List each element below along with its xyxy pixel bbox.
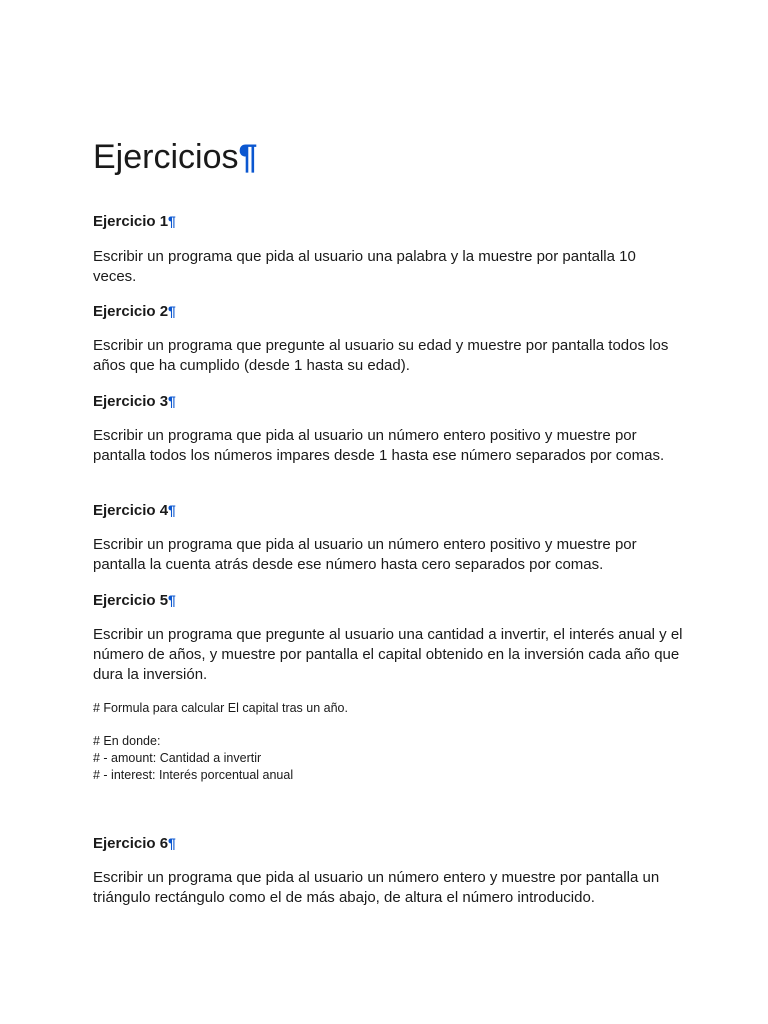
exercise-3-anchor-link[interactable]: ¶ — [168, 393, 176, 409]
exercise-1-heading-text: Ejercicio 1 — [93, 213, 169, 230]
exercise-3-heading-text: Ejercicio 3 — [93, 393, 169, 410]
exercise-6-heading — [93, 833, 176, 854]
exercise-2-anchor-link[interactable]: ¶ — [168, 303, 176, 319]
exercise-2-heading — [93, 301, 176, 322]
exercise-3-heading — [93, 391, 176, 412]
exercise-5-anchor-link[interactable]: ¶ — [168, 592, 176, 608]
title-anchor-link[interactable]: ¶ — [238, 138, 258, 176]
exercise-5-heading — [93, 590, 176, 611]
exercise-6-heading-text: Ejercicio 6 — [93, 835, 169, 852]
page-title — [93, 137, 257, 177]
exercise-6-anchor-link[interactable]: ¶ — [168, 835, 176, 851]
code-comment-line: # Formula para calcular El capital tras un año. — [93, 701, 348, 715]
exercise-5-text: Escribir un programa que pregunte al usuario una cantidad a invertir, el interés anual y el número de años, y muestre por pantalla el capital obtenido en la inversión cada año que dura la inversión. — [93, 626, 683, 683]
exercise-1-anchor-link[interactable]: ¶ — [168, 213, 176, 229]
exercise-4-text: Escribir un programa que pida al usuario un número entero positivo y muestre por pantalla la cuenta atrás desde ese número hasta cero separados por comas. — [93, 536, 637, 573]
exercise-2-heading-text: Ejercicio 2 — [93, 303, 169, 320]
exercise-4-heading-text: Ejercicio 4 — [93, 502, 169, 519]
exercise-1-heading — [93, 211, 176, 232]
code-comment-line: # - amount: Cantidad a invertir — [93, 751, 262, 765]
exercise-1-text: Escribir un programa que pida al usuario una palabra y la muestre por pantalla 10 veces. — [93, 248, 636, 285]
exercise-6-text: Escribir un programa que pida al usuario un número entero y muestre por pantalla un triángulo rectángulo como el de más abajo, de altura el número introducido. — [93, 869, 660, 906]
exercise-3-text: Escribir un programa que pida al usuario un número entero positivo y muestre por pantalla todos los números impares desde 1 hasta ese número separados por comas. — [93, 427, 665, 464]
page-title-text: Ejercicios — [93, 138, 239, 176]
exercise-2-text: Escribir un programa que pregunte al usuario su edad y muestre por pantalla todos los años que ha cumplido (desde 1 hasta su edad). — [93, 337, 669, 374]
code-comment-line: # - interest: Interés porcentual anual — [93, 768, 294, 782]
exercise-4-heading — [93, 500, 176, 521]
exercise-5-heading-text: Ejercicio 5 — [93, 592, 169, 609]
exercise-4-anchor-link[interactable]: ¶ — [168, 502, 176, 518]
code-comment-line: # En donde: — [93, 734, 161, 748]
